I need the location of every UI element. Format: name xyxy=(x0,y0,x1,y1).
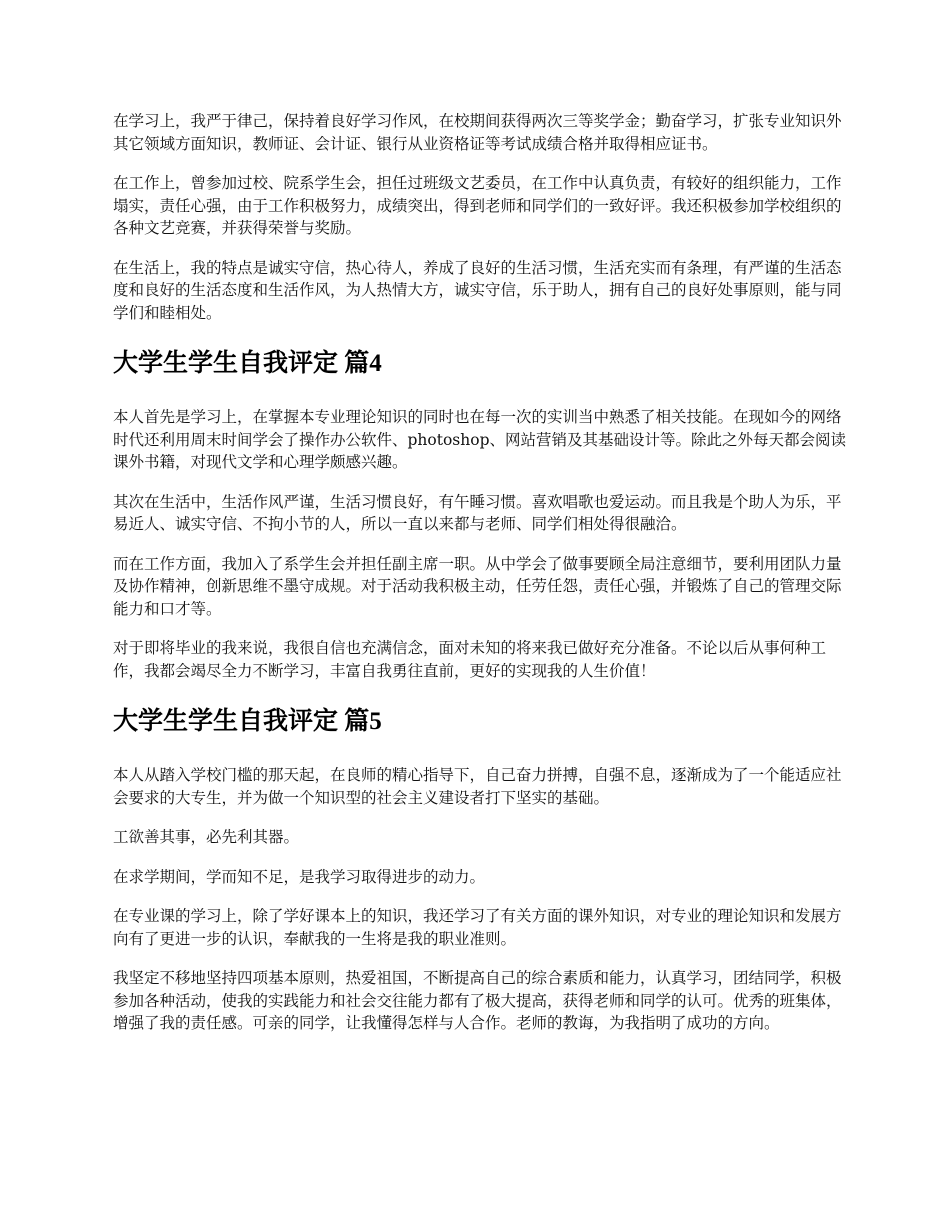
section-5-paragraph-2: 工欲善其事，必先利其器。 xyxy=(113,828,300,846)
document-page xyxy=(113,110,853,1052)
intro-paragraph-1: 在学习上，我严于律己，保持着良好学习作风，在校期间获得两次三等奖学金；勤奋学习，扩张专业知识外其它领域方面知识，教师证、会计证、银行从业资格证等考试成绩合格并取得相应证书。 xyxy=(113,112,842,153)
section-5-paragraph-5: 我坚定不移地坚持四项基本原则，热爱祖国，不断提高自己的综合素质和能力，认真学习，团结同学，积极参加各种活动，使我的实践能力和社会交往能力都有了极大提高，获得老师和同学的认可。优秀的班集体，增强了我的责任感。可亲的同学，让我懂得怎样与人合作。老师的教诲，为我指明了成功的方向。 xyxy=(113,969,842,1032)
section-4-paragraph-2: 其次在生活中，生活作风严谨，生活习惯良好，有午睡习惯。喜欢唱歌也爱运动。而且我是个助人为乐，平易近人、诚实守信、不拘小节的人，所以一直以来都与老师、同学们相处得很融洽。 xyxy=(113,492,842,533)
section-5-paragraph-4: 在专业课的学习上，除了学好课本上的知识，我还学习了有关方面的课外知识，对专业的理论知识和发展方向有了更进一步的认识，奉献我的一生将是我的职业准则。 xyxy=(113,907,842,948)
intro-paragraph-2: 在工作上，曾参加过校、院系学生会，担任过班级文艺委员，在工作中认真负责，有较好的组织能力，工作塌实，责任心强，由于工作积极努力，成绩突出，得到老师和同学们的一致好评。我还积极参加学校组织的各种文艺竞赛，并获得荣誉与奖励。 xyxy=(113,174,842,237)
section-4-heading: 大学生学生自我评定 篇4 xyxy=(113,350,382,377)
intro-paragraph-3: 在生活上，我的特点是诚实守信，热心待人，养成了良好的生活习惯，生活充实而有条理，有严谨的生活态度和良好的生活态度和生活作风，为人热情大方，诚实守信，乐于助人，拥有自己的良好处事原则，能与同学们和睦相处。 xyxy=(113,258,842,322)
section-5-heading: 大学生学生自我评定 篇5 xyxy=(113,708,382,735)
section-4-paragraph-4: 对于即将毕业的我来说，我很自信也充满信念，面对未知的将来我已做好充分准备。不论以后从事何种工作，我都会竭尽全力不断学习，丰富自我勇往直前，更好的实现我的人生价值！ xyxy=(113,639,827,680)
section-4-paragraph-1: 本人首先是学习上，在掌握本专业理论知识的同时也在每一次的实训当中熟悉了相关技能。在现如今的网络时代还利用周末时间学会了操作办公软件、photoshop、网站营销及其基础设计等。除此之外每天都会阅读课外书籍，对现代文学和心理学颇感兴趣。 xyxy=(113,408,846,471)
section-5-paragraph-3: 在求学期间，学而知不足，是我学习取得进步的动力。 xyxy=(113,867,486,886)
section-4-paragraph-3: 而在工作方面，我加入了系学生会并担任副主席一职。从中学会了做事要顾全局注意细节，要利用团队力量及协作精神，创新思维不墨守成规。对于活动我积极主动，任劳任怨，责任心强，并锻炼了自己的管理交际能力和口才等。 xyxy=(113,554,842,618)
section-5-paragraph-1: 本人从踏入学校门槛的那天起，在良师的精心指导下，自己奋力拼搏，自强不息，逐渐成为了一个能适应社会要求的大专生，并为做一个知识型的社会主义建设者打下坚实的基础。 xyxy=(113,766,842,807)
